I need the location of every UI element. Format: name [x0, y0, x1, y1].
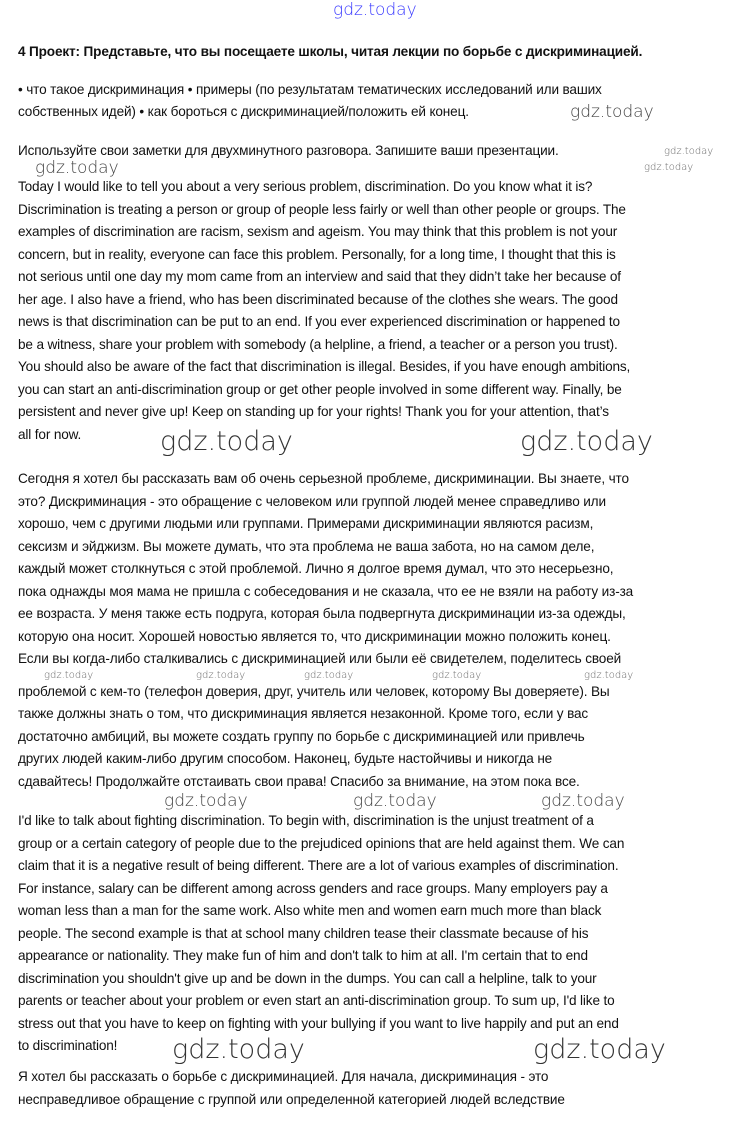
- watermark: gdz.today: [584, 670, 634, 681]
- paragraph-line: I'd like to talk about fighting discrimination. To begin with, discrimination is the unjust treatment of a: [18, 813, 594, 828]
- paragraph-line: group or a certain category of people due to the prejudiced opinions that are held against them. We can: [18, 835, 625, 851]
- paragraph-line: news is that discrimination can be put to an end. If you ever experienced discrimination or happened to: [18, 314, 620, 329]
- paragraph-line: достаточно амбиций, вы можете создать группу по борьбе с дискриминацией или привлечь: [18, 728, 585, 744]
- paragraph-line: несправедливое обращение с группой или определенной категорией людей вследствие: [18, 1091, 565, 1107]
- watermark: gdz.today: [353, 791, 437, 811]
- paragraph-line: be a witness, share your problem with somebody (a helpline, a friend, a teacher or a person you trust).: [18, 336, 618, 352]
- watermark: gdz.today: [304, 670, 354, 681]
- paragraph-line: хорошо, чем с другими людьми или группами. Примерами дискриминации являются расизм,: [18, 516, 594, 531]
- watermark: gdz.today: [160, 426, 293, 457]
- paragraph-line: проблемой с кем-то (телефон доверия, друг, учитель или человек, которому Вы доверяете). Вы: [18, 683, 610, 699]
- watermark: gdz.today: [520, 426, 653, 457]
- task-bullets-line: собственных идей) • как бороться с дискриминацией/положить ей конец.: [18, 104, 469, 119]
- task-instruction: Используйте свои заметки для двухминутного разговора. Запишите ваши презентации.: [18, 143, 559, 158]
- watermark: gdz.today: [35, 158, 119, 178]
- watermark: gdz.today: [533, 1034, 666, 1065]
- paragraph-line: persistent and never give up! Keep on standing up for your rights! Thank you for your attention, that’s: [18, 404, 609, 419]
- watermark: gdz.today: [44, 670, 94, 681]
- paragraph-line: discrimination you shouldn't give up and be down in the dumps. You can call a helpline, talk to your: [18, 970, 597, 986]
- paragraph-line: сексизм и эйджизм. Вы можете думать, что эта проблема не ваша забота, но на самом деле,: [18, 538, 595, 554]
- watermark: gdz.today: [541, 791, 625, 811]
- task-title: 4 Проект: Представьте, что вы посещаете школы, читая лекции по борьбе с дискриминацией.: [18, 44, 643, 59]
- paragraph-line: stress out that you have to keep on fighting with your bullying if you want to live happily and put an end: [18, 1015, 619, 1031]
- paragraph-line: all for now.: [18, 426, 82, 442]
- paragraph-line: сдавайтесь! Продолжайте отстаивать свои права! Спасибо за внимание, на этом пока все.: [18, 773, 580, 789]
- paragraph-line: appearance or nationality. They make fun of him and don't talk to him at all. I'm certain that to end: [18, 948, 588, 963]
- paragraph-line: you can start an anti-discrimination group or get other people involved in some different way. Finally, be: [18, 381, 622, 397]
- paragraph-line: Сегодня я хотел бы рассказать вам об очень серьезной проблеме, дискриминации. Вы знаете, что: [18, 471, 629, 486]
- paragraph-line: Discrimination is treating a person or group of people less fairly or well than other people or groups. The: [18, 201, 626, 217]
- paragraph-line: to discrimination!: [18, 1038, 118, 1053]
- watermark: gdz.today: [172, 1034, 305, 1065]
- watermark: gdz.today: [164, 791, 248, 811]
- paragraph-line: For instance, salary can be different among across genders and race groups. Many employers pay a: [18, 880, 608, 896]
- paragraph-line: examples of discrimination are racism, sexism and ageism. You may think that this problem is not your: [18, 224, 618, 239]
- watermark: gdz.today: [432, 670, 482, 681]
- paragraph-line: других людей каким-либо другим способом. Наконец, будьте настойчивы и никогда не: [18, 751, 553, 766]
- paragraph-line: not serious until one day my mom came from an interview and said that they didn’t take her because of: [18, 269, 621, 284]
- paragraph-line: Если вы когда-либо сталкивались с дискриминацией или были её свидетелем, поделитесь своей: [18, 651, 622, 666]
- task-bullets-line: • что такое дискриминация • примеры (по результатам тематических исследований или ваших: [18, 82, 602, 97]
- paragraph-line: people. The second example is that at school many children tease their classmate because of his: [18, 925, 589, 941]
- paragraph-line: это? Дискриминация - это обращение с человеком или группой людей менее справедливо или: [18, 493, 606, 509]
- paragraph-line: пока однажды моя мама не пришла с собеседования и не сказала, что ее не взяли на работу из-за: [18, 583, 634, 599]
- paragraph-line: которую она носит. Хорошей новостью является то, что дискриминации можно положить конец.: [18, 628, 611, 644]
- paragraph-line: также должны знать о том, что дискриминация является незаконной. Кроме того, если у вас: [18, 706, 589, 721]
- paragraph-line: claim that it is a negative result of being different. There are a lot of various examples of discrimination.: [18, 858, 619, 873]
- paragraph-line: Я хотел бы рассказать о борьбе с дискриминацией. Для начала, дискриминация - это: [18, 1069, 549, 1084]
- watermark-top: gdz.today: [333, 0, 417, 20]
- paragraph-line: Today I would like to tell you about a very serious problem, discrimination. Do you know what it is?: [18, 179, 593, 194]
- paragraph-line: concern, but in reality, everyone can face this problem. Personally, for a long time, I thought that this is: [18, 246, 616, 262]
- paragraph-line: her age. I also have a friend, who has been discriminated because of the clothes she wears. The good: [18, 291, 618, 307]
- watermark: gdz.today: [664, 146, 714, 157]
- paragraph-line: ее возраста. У меня также есть подруга, которая была подвергнута дискриминации из-за одежды,: [18, 606, 626, 621]
- paragraph-line: woman less than a man for the same work. Also white men and women earn much more than black: [18, 903, 602, 918]
- paragraph-line: parents or teacher about your problem or even start an anti-discrimination group. To sum up, I'd like to: [18, 993, 615, 1008]
- watermark: gdz.today: [196, 670, 246, 681]
- watermark: gdz.today: [644, 162, 694, 173]
- paragraph-line: каждый может столкнуться с этой проблемой. Лично я долгое время думал, что это несерьезно,: [18, 561, 614, 576]
- paragraph-line: You should also be aware of the fact that discrimination is illegal. Besides, if you have enough ambitions,: [18, 359, 631, 374]
- watermark: gdz.today: [570, 102, 654, 122]
